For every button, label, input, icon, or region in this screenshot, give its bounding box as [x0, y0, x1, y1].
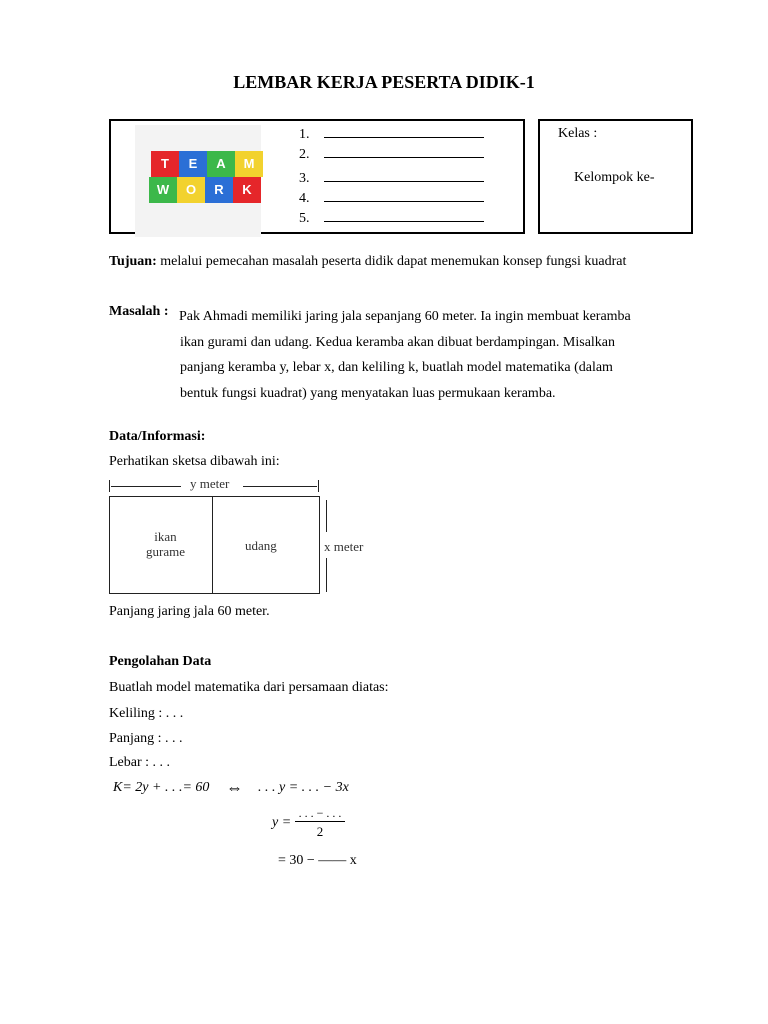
iff-symbol: ⇔ [226, 778, 243, 797]
puzzle-piece: R [205, 177, 233, 203]
member-row[interactable] [299, 145, 484, 165]
masalah-line: Pak Ahmadi memiliki jaring jala sepanjang 60 meter. Ia ingin membuat keramba [179, 309, 631, 324]
member-number: 3. [299, 171, 310, 186]
tujuan [109, 254, 626, 270]
data-heading: Data/Informasi: [109, 429, 206, 444]
masalah-line: panjang keramba y, lebar x, dan keliling k, buatlah model matematika (dalam [180, 360, 613, 375]
equation-3-lhs: y = [272, 815, 292, 830]
kelompok-label: Kelompok ke- [574, 170, 655, 185]
kelas-label: Kelas : [558, 126, 598, 141]
member-number: 1. [299, 127, 310, 142]
puzzle-piece: K [233, 177, 261, 203]
arrow-left-icon [243, 486, 317, 487]
tujuan-text: melalui pemecahan masalah peserta didik dapat menemukan konsep fungsi kuadrat [156, 254, 627, 269]
masalah-label [109, 304, 169, 320]
y-label: y meter [190, 476, 230, 491]
sketch-rectangle [109, 496, 320, 594]
equation-3-denominator: 2 [316, 824, 324, 839]
equation-1: K= 2y + . . .= 60 [113, 780, 210, 795]
masalah-label-text: Masalah : [109, 304, 169, 319]
page-title: LEMBAR KERJA PESERTA DIDIK-1 [233, 72, 535, 92]
puzzle-piece: T [151, 151, 179, 177]
tujuan-label: Tujuan: [109, 254, 157, 269]
arrow-right-icon [111, 486, 181, 487]
masalah-line: bentuk fungsi kuadrat) yang menyatakan luas permukaan keramba. [180, 385, 556, 401]
member-row[interactable] [299, 169, 484, 189]
puzzle-piece: A [207, 151, 235, 177]
arrow-down-icon [326, 500, 327, 532]
x-label: x meter [324, 539, 364, 554]
puzzle-piece: O [177, 177, 205, 203]
puzzle-piece: E [179, 151, 207, 177]
puzzle-piece: M [235, 151, 263, 177]
panjang-field: Panjang : . . . [109, 731, 183, 746]
equation-2: . . . y = . . . − 3x [258, 780, 349, 795]
equation-3-numerator: . . . − . . . [295, 806, 345, 822]
teamwork-image [135, 125, 261, 237]
member-row[interactable] [299, 125, 484, 145]
member-number: 2. [299, 147, 310, 162]
pengolahan-intro: Buatlah model matematika dari persamaan diatas: [109, 680, 389, 695]
lebar-field: Lebar : . . . [109, 755, 171, 770]
member-row[interactable] [299, 189, 484, 209]
data-intro: Perhatikan sketsa dibawah ini: [109, 454, 280, 469]
equation-4: = 30 − —— x [278, 853, 357, 868]
member-number: 4. [299, 191, 310, 206]
udang-label: udang [245, 538, 277, 553]
keliling-field: Keliling : . . . [109, 706, 184, 721]
masalah-line: ikan gurami dan udang. Kedua keramba akan dibuat berdampingan. Misalkan [180, 334, 616, 350]
member-row[interactable] [299, 209, 484, 229]
panjang-jaring: Panjang jaring jala 60 meter. [109, 604, 270, 619]
pengolahan-heading: Pengolahan Data [109, 654, 212, 669]
puzzle-piece: W [149, 177, 177, 203]
ikan-label: ikan gurame [146, 529, 185, 559]
masalah-text [180, 304, 631, 406]
arrow-up-icon [326, 558, 327, 592]
member-list [299, 125, 484, 229]
member-number: 5. [299, 211, 310, 226]
